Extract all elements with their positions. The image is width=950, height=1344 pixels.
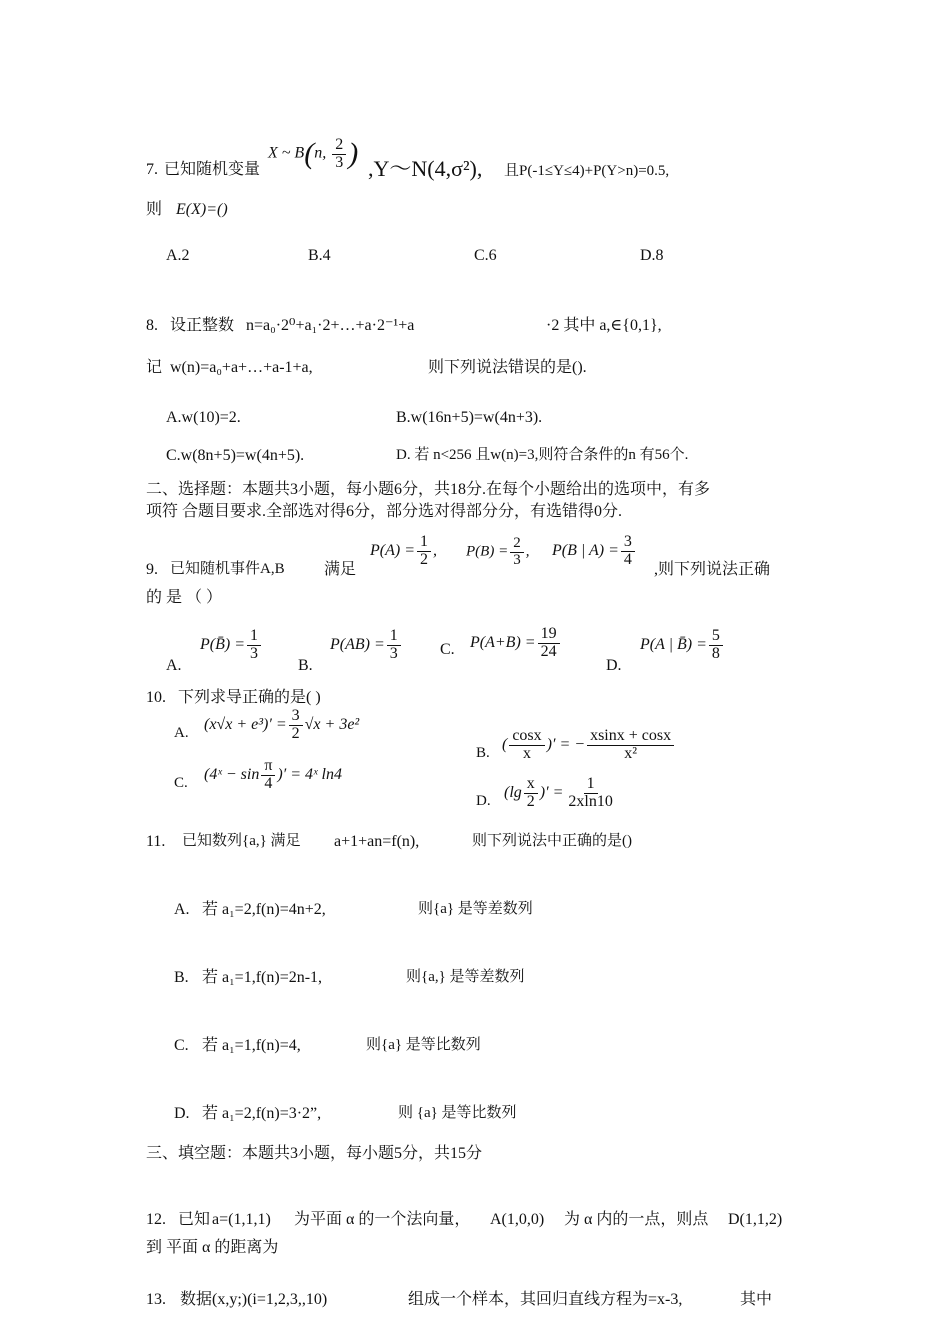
q12-line2: 到 平面 α 的距离为 [146, 1239, 279, 1256]
q12-a: 已知 [178, 1211, 211, 1228]
q10-intro: 下列求导正确的是( ) [178, 689, 321, 706]
q7-then: 则 [146, 201, 163, 218]
q9-option-d: P(A | B̄) = $\frac{5}{8}$ [640, 628, 725, 663]
q7-option-d: D.8 [640, 247, 664, 264]
q7-question: E(X)=() [176, 201, 228, 218]
q8-line1-c: ·2 其中 a,∈{0,1}, [546, 317, 662, 334]
q10-option-c: (4ˣ − sin $\frac{\pi}{4}$ )′ = 4ˣ ln4 [204, 757, 342, 792]
q8-line2-a: 记 [146, 359, 163, 376]
q9-satisfy: 满足 [324, 561, 357, 578]
q9-option-a-label: A. [166, 657, 182, 674]
q8-option-d: D. 若 n<256 且w(n)=3,则符合条件的n 有56个. [396, 447, 689, 463]
q9-pa: P(A) = $\frac{1}{2}$ , [370, 533, 437, 568]
q12-d: A(1,0,0) [490, 1211, 545, 1228]
q8-number: 8. [146, 317, 158, 334]
q13-b: 组成一个样本，其回归直线方程为=x-3, [408, 1291, 683, 1308]
q9-option-b-label: B. [298, 657, 313, 674]
q9-tail: ,则下列说法正确 [654, 561, 771, 578]
q12-c: 为平面 α 的一个法向量， [294, 1211, 471, 1228]
q11-d-cond: 若 a₁=2,f(n)=3·2”, [202, 1105, 322, 1122]
q11-d-label: D. [174, 1105, 190, 1122]
q7-fraction: $\frac{2}{3}$ [332, 137, 346, 172]
q13-c: 其中 [740, 1291, 773, 1308]
q9-option-b: P(AB) = $\frac{1}{3}$ [330, 628, 403, 663]
q9-line2: 的 是 （ ） [146, 589, 223, 606]
q11-a-cond: 若 a₁=2,f(n)=4n+2, [202, 901, 326, 918]
q9-option-d-label: D. [606, 657, 622, 674]
q9-option-a: P(B̄) = $\frac{1}{3}$ [200, 628, 263, 663]
q7-option-b: B.4 [308, 247, 331, 264]
q7-condition: 且P(-1≤Y≤4)+P(Y>n)=0.5, [504, 163, 670, 179]
q9-option-c: P(A+B) = $\frac{19}{24}$ [470, 626, 562, 661]
q13-number: 13. [146, 1291, 166, 1308]
q11-b-label: B. [174, 969, 189, 986]
q12-number: 12. [146, 1211, 166, 1228]
q10-option-b: ( $\frac{\cos x}{x}$ )′ = − $\frac{xsinx + \cos x}{\text{x²}}$ [502, 728, 676, 763]
q8-line1-a: 设正整数 [170, 317, 235, 334]
q7-y-dist: ,Y～N(4,σ²), [368, 156, 483, 181]
q8-option-a: A.w(10)=2. [166, 409, 241, 426]
q9-pba: P(B | A) = $\frac{3}{4}$ [552, 534, 637, 569]
q8-line2-b: w(n)=a₀+a+…+a-1+a, [170, 359, 313, 376]
q11-d-result: 则 {a} 是等比数列 [398, 1105, 517, 1121]
q12-e: 为 α 内的一点，则点 [564, 1211, 709, 1228]
q9-number: 9. [146, 561, 158, 578]
q7-line2 [146, 200, 228, 219]
q9-intro: 已知随机事件A,B [170, 561, 285, 577]
q7-option-a: A.2 [166, 247, 190, 264]
q7-option-c: C.6 [474, 247, 497, 264]
q7-number: 7. [146, 161, 158, 178]
q10-b-label: B. [476, 745, 490, 761]
q11-a-result: 则{a} 是等差数列 [418, 901, 533, 917]
q12-f: D(1,1,2) [728, 1211, 783, 1228]
section3-line1: 三、填空题：本题共3小题，每小题5分，共15分 [146, 1145, 483, 1162]
q12-b: a=(1,1,1) [212, 1211, 271, 1228]
q11-c-label: C. [174, 1037, 189, 1054]
q11-a-label: A. [174, 901, 190, 918]
q7-intro: 已知随机变量 [164, 161, 261, 178]
q8-option-b: B.w(16n+5)=w(4n+3). [396, 409, 543, 426]
q9-pb: P(B) = $\frac{2}{3}$ , [466, 535, 530, 568]
q10-number: 10. [146, 689, 166, 706]
q13-a: 数据(x,y;)(i=1,2,3,,10) [180, 1291, 328, 1308]
q10-c-label: C. [174, 775, 188, 791]
q11-intro-a: 已知数列{a,} 满足 [182, 833, 301, 849]
q10-option-a: (x√x + e³)′ = $\frac{3}{2}$ √x + 3e² [204, 707, 360, 742]
q10-a-label: A. [174, 725, 189, 741]
q11-intro-b: a+1+an=f(n), [334, 833, 420, 850]
q11-b-result: 则{a,} 是等差数列 [406, 969, 525, 985]
q11-c-result: 则{a} 是等比数列 [366, 1037, 481, 1053]
q11-number: 11. [146, 833, 166, 850]
q7-x-dist: X ~ B(n, $\frac{2}{3}$ ) [268, 135, 359, 171]
q11-c-cond: 若 a₁=1,f(n)=4, [202, 1037, 301, 1054]
q10-d-label: D. [476, 793, 491, 809]
q11-b-cond: 若 a₁=1,f(n)=2n-1, [202, 969, 323, 986]
section2-line2: 项符 合题目要求.全部选对得6分，部分选对得部分分，有选错得0分. [146, 503, 623, 520]
section2-line1: 二、选择题：本题共3小题，每小题6分，共18分.在每个小题给出的选项中，有多 [146, 481, 711, 498]
q9-option-c-label: C. [440, 641, 455, 658]
q8-line2-c: 则下列说法错误的是(). [428, 359, 587, 376]
q10-option-d: (lg $\frac{x}{2}$ )′ = $\frac{1}{2xln10}$ [504, 775, 613, 810]
q11-intro-c: 则下列说法中正确的是() [472, 833, 632, 849]
q8-option-c: C.w(8n+5)=w(4n+5). [166, 447, 305, 464]
q8-line1-b: n=a₀·2⁰+a₁·2+…+a·2⁻¹+a [246, 317, 415, 334]
